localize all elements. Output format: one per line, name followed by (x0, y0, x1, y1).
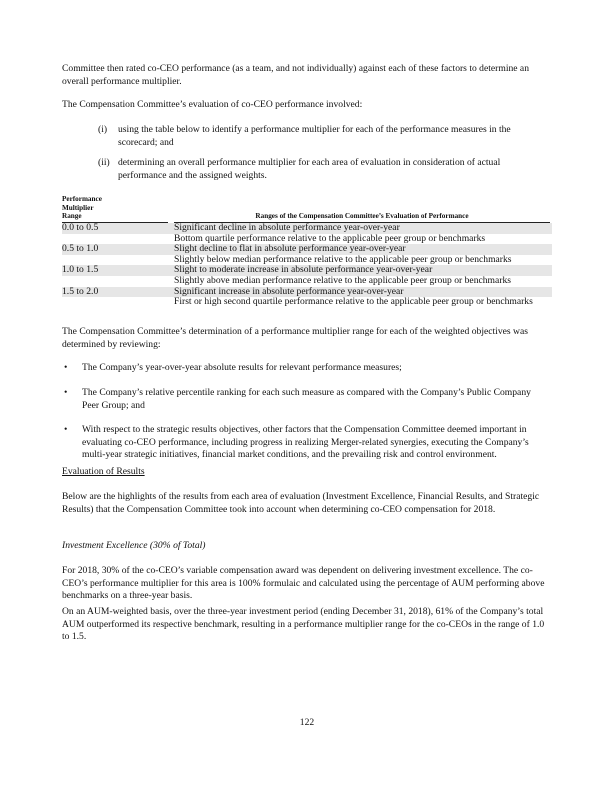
range-cell: 0.5 to 1.0 (62, 243, 99, 255)
bullet-icon: • (64, 362, 68, 373)
bullet-text: The Company’s relative percentile ranking for each such measure as compared with the Company’s Public Company Peer Group; and (82, 387, 531, 411)
step-item (98, 124, 548, 150)
page-number: 122 (299, 717, 315, 728)
bullet-text: The Company’s year-over-year absolute results for relevant performance measures; (82, 362, 402, 373)
description-cell: Slight decline to flat in absolute performance year-over-year (174, 243, 406, 255)
description-cell: Significant increase in absolute performance year-over-year (174, 285, 404, 297)
header-line: Range (62, 212, 82, 221)
header-line: Multiplier (62, 203, 94, 212)
description-cell: First or high second quartile performance relative to the applicable peer group or benchmarks (174, 296, 533, 308)
bullet-text: With respect to the strategic results objectives, other factors that the Compensation Committee deemed important in evaluating co-CEO performance, including progress in realizing Merger-related synergies, executing the Company’s multi-year strategic initiatives, financial market conditions, and the prevailing risk and control environment. (82, 424, 529, 460)
bullet-icon: • (64, 424, 68, 435)
description-cell: Slightly above median performance relative to the applicable peer group or benchmarks (174, 274, 511, 286)
range-cell: 1.0 to 1.5 (62, 264, 99, 276)
step-text: determining an overall performance multiplier for each area of evaluation in consideration of actual performance and the assigned weights. (118, 157, 501, 181)
table-row (62, 276, 552, 287)
range-cell: 0.0 to 0.5 (62, 222, 99, 233)
table-row (62, 297, 552, 308)
range-cell: 1.5 to 2.0 (62, 285, 99, 297)
step-number: (ii) (98, 157, 110, 168)
description-cell: Slightly below median performance relative to the applicable peer group or benchmarks (174, 253, 512, 265)
section-intro: Below are the highlights of the results from each area of evaluation (Investment Excellence, Financial Results, and Strategic Results) that the Compensation Committee took into account when determining co-CEO compensation for 2018. (62, 491, 540, 515)
paragraph-aum: On an AUM-weighted basis, over the three-year investment period (ending December 31, 2018), 61% of the Company’s total AUM outperformed its respective benchmark, resulting in a performance multiplier range for the co-CEOs in the range of 1.0 to 1.5. (62, 606, 545, 642)
section-heading: Evaluation of Results (62, 466, 145, 477)
performance-multiplier-table (62, 223, 552, 308)
intro-paragraph: Committee then rated co-CEO performance (as a team, and not individually) against each of these factors to determine an overall performance multiplier. (62, 63, 529, 87)
table-row (62, 223, 552, 234)
step-text: using the table below to identify a performance multiplier for each of the performance measures in the scorecard; and (118, 124, 511, 148)
bullet-icon: • (64, 387, 68, 398)
table-header-ranges: Ranges of the Compensation Committee’s Evaluation of Performance (174, 212, 550, 223)
description-cell: Slight to moderate increase in absolute performance year-over-year (174, 264, 433, 276)
table-header-range (62, 195, 168, 223)
determination-intro: The Compensation Committee’s determination of a performance multiplier range for each of the weighted objectives was determined by reviewing: (62, 326, 528, 350)
step-number: (i) (98, 124, 108, 135)
subheading: Investment Excellence (30% of Total) (62, 540, 206, 551)
step-item (98, 157, 548, 183)
header-line: Performance (62, 195, 102, 203)
evaluation-intro: The Compensation Committee’s evaluation of co-CEO performance involved: (62, 99, 363, 110)
paragraph-2018: For 2018, 30% of the co-CEO’s variable compensation award was dependent on delivering investment excellence. The co-CEO’s performance multiplier for this area is 100% formulaic and calculated using the percentage of AUM performing above benchmarks on a three-year basis. (62, 565, 545, 601)
description-cell: Significant decline in absolute performance year-over-year (174, 222, 400, 233)
description-cell: Bottom quartile performance relative to the applicable peer group or benchmarks (174, 232, 486, 244)
